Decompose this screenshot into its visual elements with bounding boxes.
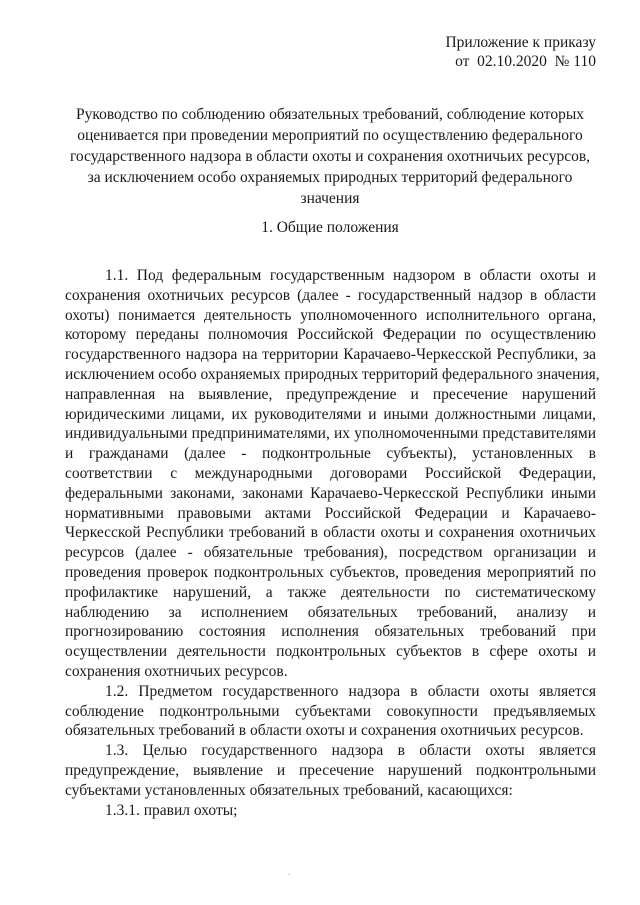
title-line: государственного надзора в области охоты и сохранения охотничьих ресурсов, [69, 148, 591, 165]
text-line: исключением особо охраняемых природных территорий федерального значения, [65, 365, 600, 383]
text-line: нормативными правовыми актами Российской Федерации и Карачаево- [65, 504, 596, 522]
text-line: субъектами установленных обязательных требований, касающихся: [65, 781, 513, 799]
text-line: индивидуальными предпринимателями, их уполномоченными представителями [65, 425, 596, 443]
text-line: юридическими лицами, их руководителями и иными должностными лицами, [65, 405, 596, 423]
text-line: профилактике нарушений, а также деятельности по систематическому [65, 583, 596, 601]
title-line: за исключением особо охраняемых природных территорий федерального [87, 169, 573, 186]
text-line: сохранения охотничьих ресурсов. [65, 662, 288, 680]
title-line: значения [300, 190, 360, 207]
text-line: 1.3. Целью государственного надзора в области охоты является [105, 742, 596, 760]
document-title [60, 104, 600, 209]
section-heading: 1. Общие положения [261, 219, 399, 236]
annex-line-2: от 02.10.2020 № 110 [455, 53, 596, 70]
text-line: осуществлении деятельности подконтрольных субъектов в сфере охоты и [65, 643, 596, 661]
text-line: 1.3.1. правил охоты; [105, 801, 238, 819]
text-line: ресурсов (далее - обязательные требования), посредством организации и [65, 544, 596, 562]
paragraph-1-2 [65, 682, 596, 741]
text-line: предупреждение, выявление и пресечение нарушений подконтрольными [65, 761, 596, 779]
annex-reference [445, 33, 596, 71]
paragraph-1-1 [65, 266, 600, 682]
text-line: сохранения охотничьих ресурсов (далее - государственный надзор в области [65, 286, 596, 304]
text-line: федеральными законами, законами Карачаево-Черкесской Республики иными [65, 484, 596, 502]
text-line: 1.1. Под федеральным государственным надзором в области охоты и [105, 267, 596, 284]
paragraph-1-3-1 [65, 801, 596, 821]
text-line: проведения проверок подконтрольных субъектов, проведения мероприятий по [65, 563, 596, 581]
text-line: направленная на выявление, предупреждение и пресечение нарушений [65, 385, 596, 403]
text-line: соответствии с международными договорами Российской Федерации, [65, 464, 596, 482]
text-line: которому переданы полномочия Российской Федерации по осуществлению [65, 326, 596, 344]
text-line: прогнозированию состояния исполнения обязательных требований при [65, 623, 596, 641]
text-line: соблюдение подконтрольными субъектами совокупности предъявляемых [65, 702, 596, 720]
title-line: Руководство по соблюдению обязательных требований, соблюдение которых [75, 106, 585, 123]
text-line: и гражданами (далее - подконтрольные субъекты), установленных в [65, 445, 596, 463]
annex-line-1: Приложение к приказу [445, 34, 596, 51]
paragraph-1-3 [65, 741, 596, 800]
document-body [65, 266, 600, 820]
title-line: оценивается при проведении мероприятий по осуществлению федерального [77, 127, 583, 144]
text-line: 1.2. Предметом государственного надзора в области охоты является [105, 682, 596, 700]
text-line: государственного надзора на территории Карачаево-Черкесской Республики, за [65, 346, 596, 364]
text-line: Черкесской Республики требований в области охоты и сохранения охотничьих [65, 524, 596, 542]
scan-speck [288, 874, 290, 875]
text-line: охоты) понимается деятельность уполномоченного исполнительного органа, [65, 306, 596, 324]
text-line: обязательных требований в области охоты и сохранения охотничьих ресурсов. [65, 722, 584, 740]
text-line: наблюдению за исполнением обязательных требований, анализу и [65, 603, 596, 621]
